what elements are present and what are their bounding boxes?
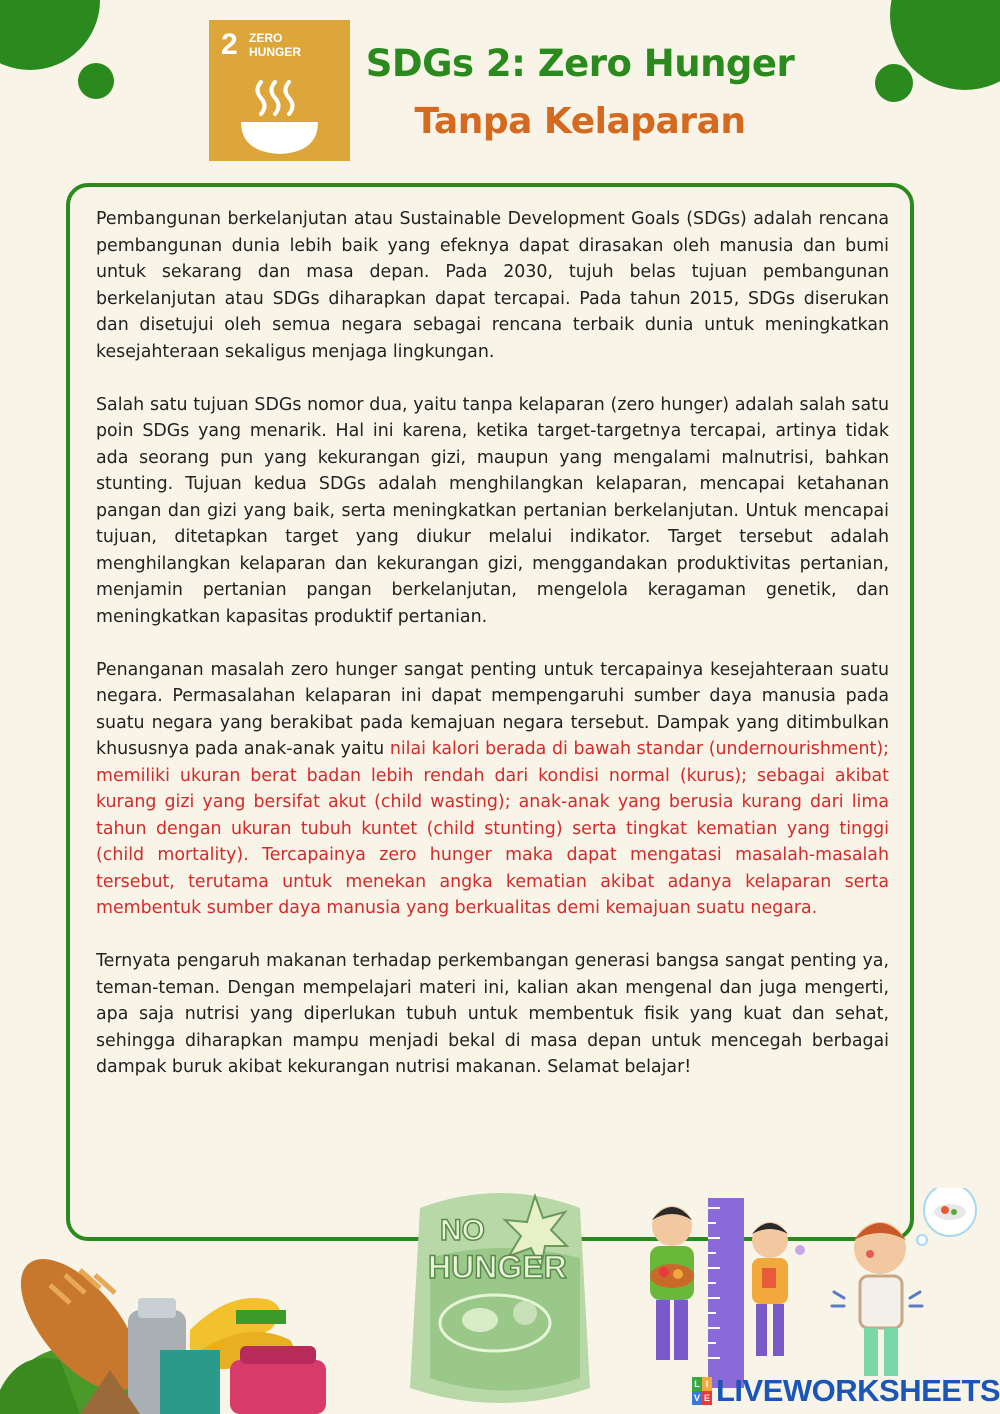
corner-dot-top-right (875, 64, 913, 102)
paragraph-4: Ternyata pengaruh makanan terhadap perkembangan generasi bangsa sangat penting ya, teman-teman. Dengan mempelajari materi ini, kalian akan mengenal dan juga mengerti, apa saja nutrisi yang diperlukan tubuh untuk membentuk fisik yang kuat dan sehat, sehingga diharapkan mampu menjadi bekal di masa depan untuk mencegah berbagai dampak buruk akibat kekurangan nutrisi makanan. Selamat belajar! (96, 951, 889, 1077)
liveworksheets-logo[interactable] (692, 1374, 1000, 1408)
page-title: SDGs 2: Zero Hunger (365, 42, 795, 85)
stamp-no-text: NO (440, 1214, 485, 1247)
highlighted-impacts: nilai kalori berada di bawah standar (undernourishment); memiliki ukuran berat badan lebih rendah dari kondisi normal (kurus); sebagai akibat kurang gizi yang bersifat akut (child wasting); anak-anak yang berusia kurang dari lima tahun dengan ukuran tubuh kuntet (child stunting) serta tingkat kematian yang tinggi (child mortality). Tercapainya zero hunger maka dapat mengatasi masalah-masalah tersebut, terutama untuk menekan angka kematian akibat adanya kelaparan serta membentuk sumber daya manusia yang berkualitas demi kemajuan suatu negara. (96, 739, 889, 918)
liveworksheets-mark-icon: L I V E (693, 1379, 710, 1403)
corner-dot-top-left (78, 63, 114, 99)
food-illustration (0, 1250, 340, 1414)
sdg-2-badge (209, 20, 350, 161)
paragraph-2: Salah satu tujuan SDGs nomor dua, yaitu tanpa kelaparan (zero hunger) adalah salah satu poin SDGs yang menarik. Hal ini karena, ketika target-targetnya tercapai, artinya tidak ada seorang pun yang kekurangan gizi, maupun yang mengalami malnutrisi, bahkan stunting. Tujuan kedua SDGs adalah menghilangkan kelaparan, mencapai ketahanan pangan dan gizi yang baik, serta meningkatkan pertanian berkelanjutan. Untuk mencapai tujuan, ditetapkan target yang diukur melalui indikator. Target tersebut adalah menghilangkan kelaparan dan kekurangan gizi, menggandakan produktivitas pertanian, menjamin pertanian pangan berkelanjutan, mengelola keragaman genetik, dan meningkatkan kapasitas produktif pertanian. (96, 394, 889, 627)
article-body (96, 206, 889, 1107)
paragraph-1: Pembangunan berkelanjutan atau Sustainable Development Goals (SDGs) adalah rencana pembangunan dunia lebih baik yang efeknya dapat dirasakan oleh manusia dan bumi untuk sekarang dan masa depan. Pada 2030, tujuh belas tujuan pembangunan berkelanjutan atau SDGs diharapkan dapat tercapai. Pada tahun 2015, SDGs diserukan dan disetujui oleh semua negara sebagai rencana terbaik dunia untuk meningkatkan kesejahteraan sekaligus menjaga lingkungan. (96, 209, 889, 362)
corner-circle-top-left (0, 0, 100, 70)
children-illustration (640, 1188, 1000, 1388)
paragraph-3: Penanganan masalah zero hunger sangat penting untuk tercapainya kesejahteraan suatu negara. Permasalahan kelaparan ini dapat mempengaruhi sumber daya manusia pada suatu negara yang berakibat pada kemajuan negara tersebut. Dampak yang ditimbulkan khususnya pada anak-anak yaitu nilai kalori berada di bawah standar (undernourishment); memiliki ukuran berat badan lebih rendah dari kondisi normal (kurus); sebagai akibat kurang gizi yang bersifat akut (child wasting); anak-anak yang berusia kurang dari lima tahun dengan ukuran tubuh kuntet (child stunting) serta tingkat kematian yang tinggi (child mortality). Tercapainya zero hunger maka dapat mengatasi masalah-masalah tersebut, terutama untuk menekan angka kematian akibat adanya kelaparan serta membentuk sumber daya manusia yang berkualitas demi kemajuan suatu negara. (96, 659, 889, 918)
sdg-badge-number: 2 (221, 28, 238, 61)
liveworksheets-wordmark: LIVEWORKSHEETS (716, 1373, 1000, 1408)
no-hunger-illustration (400, 1188, 600, 1408)
sdg-badge-label: ZERO HUNGER (249, 31, 302, 59)
bowl-icon (237, 78, 322, 156)
page-subtitle: Tanpa Kelaparan (414, 101, 746, 142)
stamp-hunger-text: HUNGER (428, 1249, 567, 1285)
